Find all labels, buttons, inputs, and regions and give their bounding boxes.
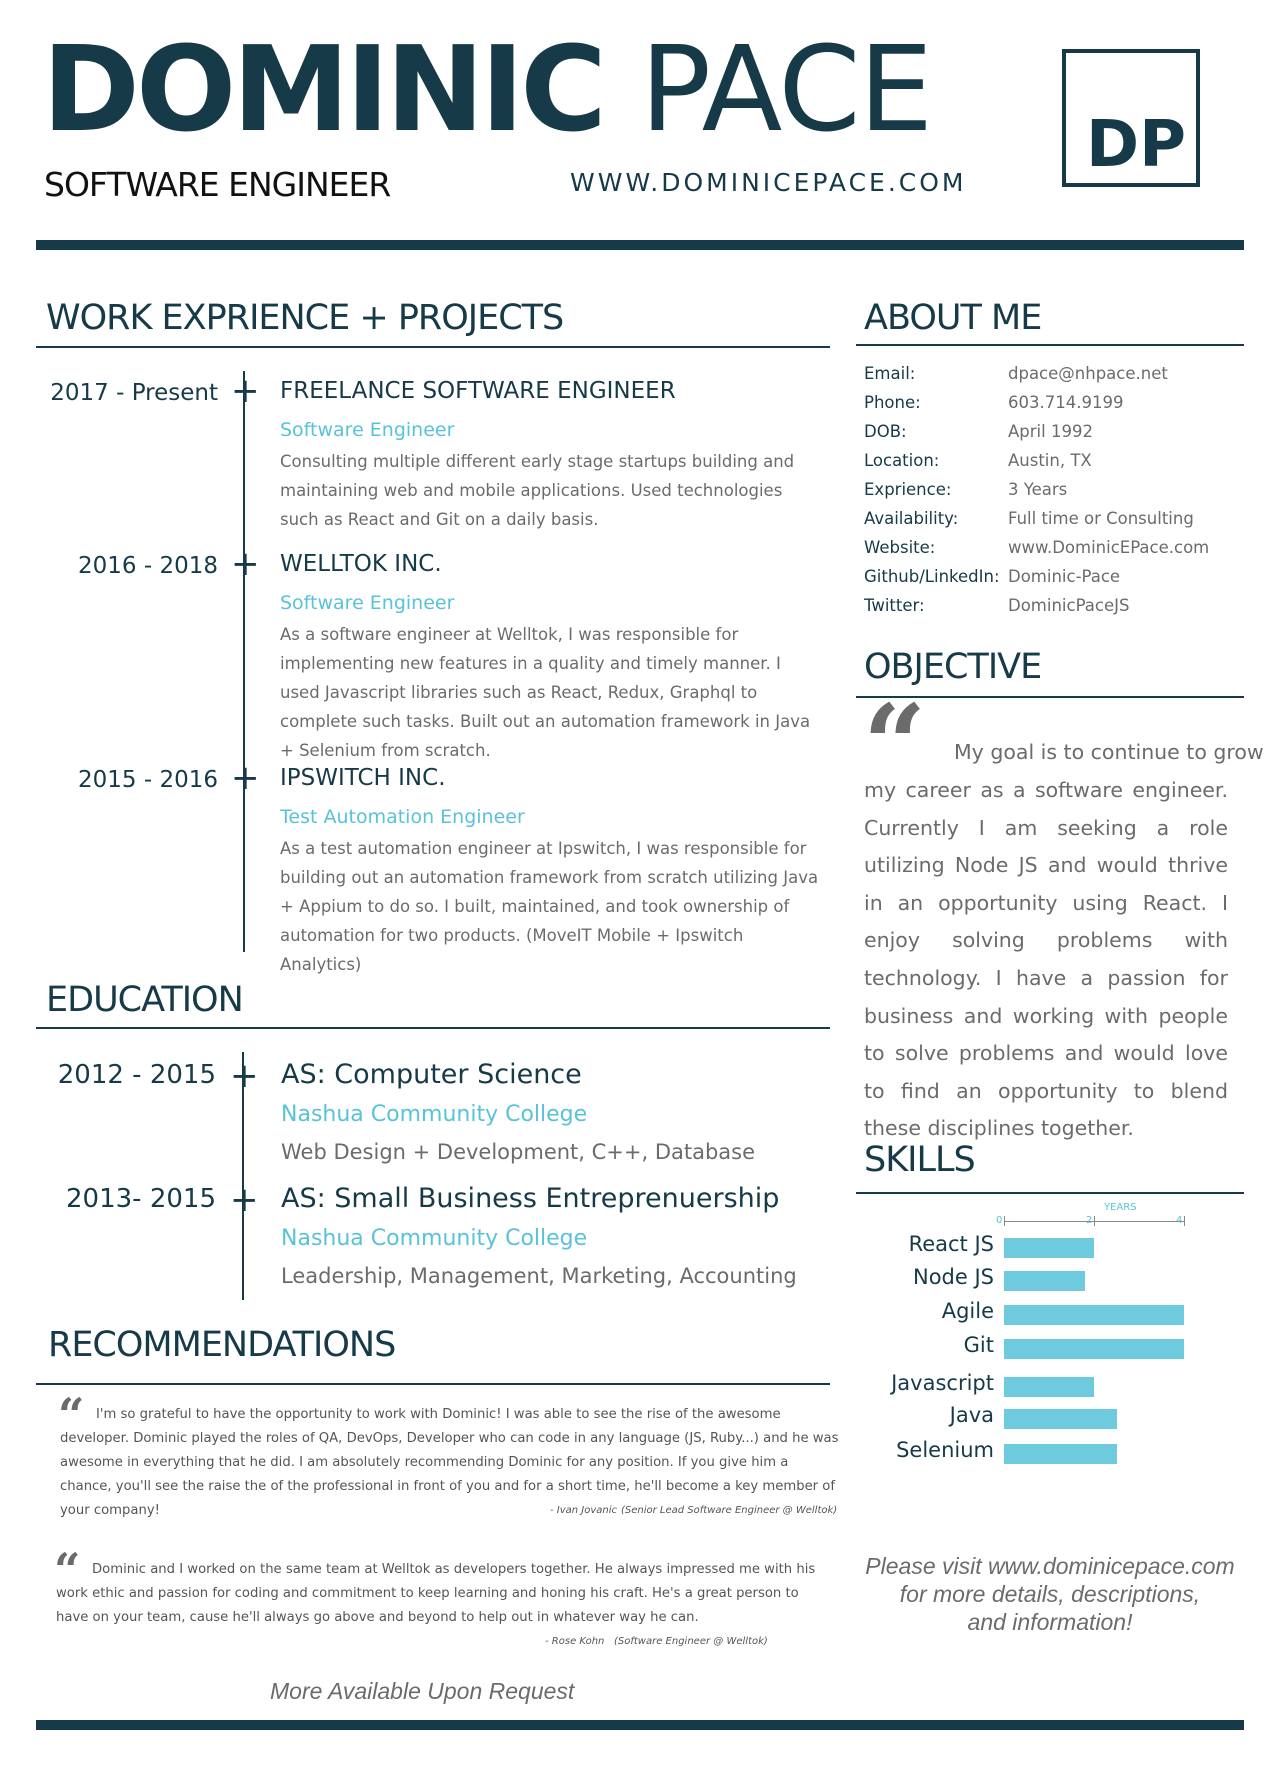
job-company: WELLTOK INC. bbox=[280, 551, 442, 577]
recommendation-text: I'm so grateful to have the opportunity to work with Dominic! I was able to see the rise of the awesome developer. Dominic played the roles of QA, DevOps, Developer who can code in any language (JS, Ruby...) and he was awesome in everything that he did. I am absolutely recommending Dominic for any position. If you give him a chance, you'll see the raise the of the professional in front of you and for a short time, he'll become a key member of your company! bbox=[60, 1407, 839, 1518]
job-company: FREELANCE SOFTWARE ENGINEER bbox=[280, 378, 676, 404]
about-row-website bbox=[864, 538, 1210, 567]
job-title: SOFTWARE ENGINEER bbox=[44, 165, 391, 204]
closing-note-line: Please visit www.dominicepace.com bbox=[865, 1553, 1235, 1579]
job-description: As a software engineer at Welltok, I was responsible for implementing new features in a quality and timely manner. I used Javascript libraries such as React, Redux, Graphql to complete such tasks. Built out an automation framework in Java + Selenium from scratch. bbox=[280, 625, 811, 760]
monogram-text: DP bbox=[1085, 108, 1186, 182]
skills-axis-tick bbox=[1004, 1216, 1005, 1226]
education-section-rule bbox=[36, 1027, 830, 1029]
work-section-title: WORK EXPRIENCE + PROJECTS bbox=[46, 298, 564, 338]
recommendations-section-title: RECOMMENDATIONS bbox=[48, 1325, 396, 1365]
recommendation-author: - Ivan Jovanic bbox=[550, 1505, 618, 1516]
skills-axis-tick bbox=[1184, 1216, 1185, 1226]
skill-bar bbox=[1004, 1444, 1117, 1464]
education-details: Web Design + Development, C++, Database bbox=[281, 1140, 756, 1164]
job-description: As a test automation engineer at Ipswitch, I was responsible for building out an automation framework from scratch utilizing Java + Appium to do so. I built, maintained, and took ownership of automation for two products. (MoveIT Mobile + Ipswitch Analytics) bbox=[280, 839, 819, 974]
about-value[interactable]: Dominic-Pace bbox=[1008, 567, 1121, 586]
first-name: DOMINIC bbox=[42, 20, 603, 158]
objective-first-line: My goal is to continue to grow bbox=[954, 740, 1264, 764]
skill-label: Agile bbox=[941, 1299, 994, 1323]
about-value[interactable]: www.DominicEPace.com bbox=[1008, 538, 1210, 557]
about-section-title: ABOUT ME bbox=[864, 298, 1042, 338]
timeline-plus-icon: + bbox=[231, 371, 260, 411]
recommendation-position: (Senior Lead Software Engineer @ Welltok) bbox=[621, 1505, 838, 1516]
last-name: PACE bbox=[640, 20, 932, 158]
skills-axis-tick bbox=[1094, 1216, 1095, 1226]
about-value: April 1992 bbox=[1008, 422, 1093, 441]
about-label: Email: bbox=[864, 364, 916, 383]
about-value[interactable]: DominicPaceJS bbox=[1008, 596, 1130, 615]
about-row-location bbox=[864, 451, 1204, 480]
objective-section-title: OBJECTIVE bbox=[864, 647, 1042, 687]
about-value: Austin, TX bbox=[1008, 451, 1092, 470]
education-dates: 2013- 2015 bbox=[66, 1184, 216, 1214]
skills-tick-label: 2 bbox=[1086, 1215, 1093, 1226]
header-divider bbox=[36, 240, 1244, 250]
about-row-phone bbox=[864, 393, 1204, 422]
footer-divider bbox=[36, 1720, 1244, 1730]
skill-label: Node JS bbox=[912, 1265, 994, 1289]
about-label: Location: bbox=[864, 451, 940, 470]
about-label: Phone: bbox=[864, 393, 921, 412]
education-school: Nashua Community College bbox=[281, 1226, 588, 1251]
job-role: Test Automation Engineer bbox=[280, 806, 525, 828]
skill-bar bbox=[1004, 1339, 1184, 1359]
about-label: Website: bbox=[864, 538, 936, 557]
about-value: 603.714.9199 bbox=[1008, 393, 1124, 412]
timeline-plus-icon: + bbox=[230, 1180, 259, 1220]
skills-tick-label: 0 bbox=[996, 1215, 1003, 1226]
timeline-plus-icon: + bbox=[230, 1056, 259, 1096]
skill-bar bbox=[1004, 1377, 1094, 1397]
about-value: Full time or Consulting bbox=[1008, 509, 1194, 528]
about-label: Github/LinkedIn: bbox=[864, 567, 1000, 586]
about-row-dob bbox=[864, 422, 1204, 451]
about-label: Twitter: bbox=[864, 596, 925, 615]
recommendation-author: - Rose Kohn bbox=[545, 1636, 605, 1647]
website-link[interactable]: WWW.DOMINICEPACE.COM bbox=[570, 168, 967, 197]
skill-label: Selenium bbox=[896, 1438, 994, 1462]
job-role: Software Engineer bbox=[280, 592, 455, 614]
education-school: Nashua Community College bbox=[281, 1102, 588, 1127]
work-timeline-line bbox=[243, 371, 245, 952]
job-dates: 2016 - 2018 bbox=[78, 553, 218, 579]
quote-icon: “ bbox=[54, 1543, 81, 1597]
work-section-rule bbox=[36, 346, 830, 348]
skill-bar bbox=[1004, 1238, 1094, 1258]
job-role: Software Engineer bbox=[280, 419, 455, 441]
skills-section-rule bbox=[856, 1192, 1244, 1194]
closing-note-line: for more details, descriptions, bbox=[899, 1581, 1201, 1607]
skills-section-title: SKILLS bbox=[864, 1140, 975, 1180]
quote-icon: “ bbox=[863, 680, 927, 809]
about-row-experience bbox=[864, 480, 1204, 509]
timeline-plus-icon: + bbox=[231, 544, 260, 584]
skill-label: React JS bbox=[908, 1232, 994, 1256]
about-value: 3 Years bbox=[1008, 480, 1068, 499]
job-company: IPSWITCH INC. bbox=[280, 765, 446, 791]
skill-bar bbox=[1004, 1305, 1184, 1325]
skills-chart bbox=[860, 1196, 1240, 1486]
quote-icon: “ bbox=[58, 1388, 85, 1442]
education-details: Leadership, Management, Marketing, Accounting bbox=[281, 1264, 797, 1288]
about-label: Exprience: bbox=[864, 480, 952, 499]
recommendation-position: (Software Engineer @ Welltok) bbox=[614, 1636, 768, 1647]
about-row-availability bbox=[864, 509, 1204, 538]
skill-bar bbox=[1004, 1409, 1117, 1429]
about-row-github bbox=[864, 567, 1204, 596]
about-row-twitter bbox=[864, 596, 1204, 625]
education-degree: AS: Computer Science bbox=[281, 1059, 582, 1090]
job-dates: 2015 - 2016 bbox=[78, 767, 218, 793]
objective-text: my career as a software engineer. Currently I am seeking a role utilizing Node JS and would thrive in an opportunity using React. I enjoy solving problems with technology. I have a passion for business and working with people to solve problems and would love to find an opportunity to blend these disciplines together. bbox=[864, 778, 1228, 1141]
about-label: DOB: bbox=[864, 422, 907, 441]
job-description: Consulting multiple different early stage startups building and maintaining web and mobile applications. Used technologies such as React and Git on a daily basis. bbox=[280, 452, 795, 529]
about-section-rule bbox=[856, 344, 1244, 346]
closing-note bbox=[860, 1552, 1240, 1636]
skill-label: Git bbox=[963, 1333, 994, 1357]
job-dates: 2017 - Present bbox=[50, 380, 218, 406]
education-dates: 2012 - 2015 bbox=[57, 1060, 216, 1090]
about-row-email bbox=[864, 364, 1204, 393]
more-available-note: More Available Upon Request bbox=[270, 1678, 575, 1704]
recommendations-section-rule bbox=[36, 1383, 830, 1385]
closing-note-line: and information! bbox=[967, 1609, 1133, 1635]
recommendation-text: Dominic and I worked on the same team at Welltok as developers together. He always impressed me with his work ethic and passion for coding and commitment to keep learning and honing his craft. He's a great person to have on your team, cause he'll always go above and beyond to help out in whatever way he can. bbox=[56, 1562, 816, 1625]
education-degree: AS: Small Business Entreprenuership bbox=[281, 1183, 780, 1214]
skill-label: Javascript bbox=[891, 1371, 994, 1395]
monogram-logo bbox=[1062, 49, 1200, 187]
about-label: Availability: bbox=[864, 509, 959, 528]
skills-axis-label: YEARS bbox=[1104, 1202, 1137, 1213]
about-value[interactable]: dpace@nhpace.net bbox=[1008, 364, 1168, 383]
education-section-title: EDUCATION bbox=[46, 980, 243, 1020]
skill-label: Java bbox=[949, 1403, 994, 1427]
timeline-plus-icon: + bbox=[231, 758, 260, 798]
skills-tick-label: 4 bbox=[1176, 1215, 1183, 1226]
skill-bar bbox=[1004, 1271, 1085, 1291]
